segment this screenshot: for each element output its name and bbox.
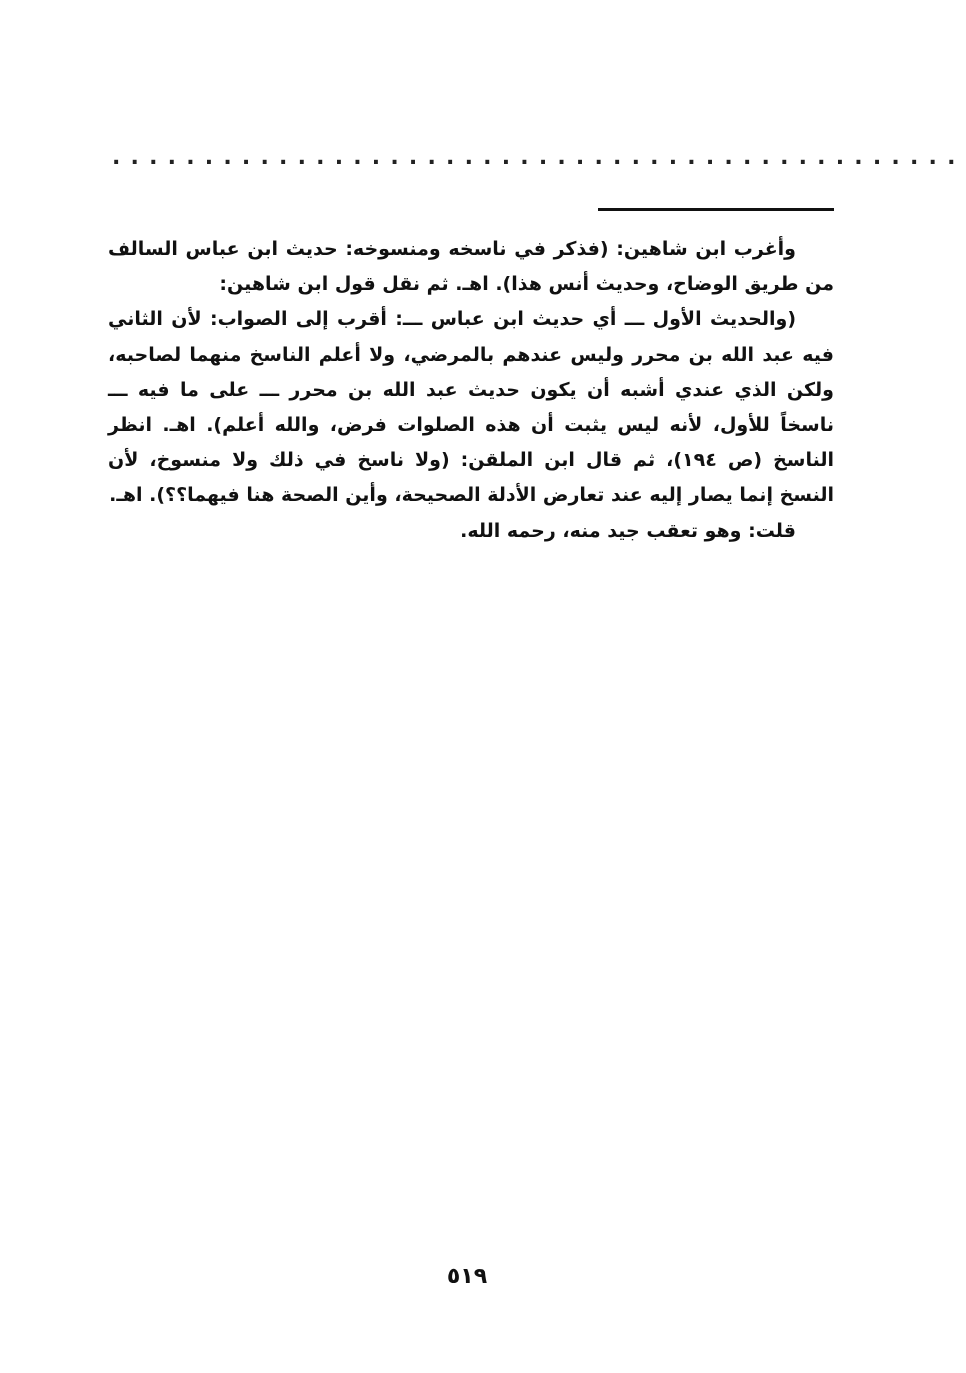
page-number: ٥١٩ — [446, 1264, 488, 1289]
paragraph-ibn-shahin-intro: وأغرب ابن شاهين: (فذكر في ناسخه ومنسوخه: حديث ابن عباس السالف من طريق الوضاح، وحديث أنس هذا). اهـ. ثم نقل قول ابن شاهين: — [108, 238, 834, 296]
paragraph-author-comment: قلت: وهو تعقب جيد منه، رحمه الله. — [460, 519, 796, 542]
dotted-separator: .............................................. — [112, 145, 966, 170]
footnote-text — [108, 232, 834, 549]
footnote-rule — [598, 208, 834, 211]
paragraph-ibn-shahin-quote: (والحديث الأول ـــ أي حديث ابن عباس ـــ: أقرب إلى الصواب: لأن الثاني فيه عبد الله بن محرر وليس عندهم بالمرضي، ولا أعلم الناسخ منهما لصاحبه، ولكن الذي عندي أشبه أن يكون حديث عبد الله بن محرر ـــ على ما فيه ـــ ناسخاً للأول، لأنه ليس يثبت أن هذه الصلوات فرض، والله أعلم). اهـ. انظر الناسخ (ص ١٩٤)، ثم قال ابن الملقن: (ولا ناسخ في ذلك ولا منسوخ، لأن النسخ إنما يصار إليه عند تعارض الأدلة الصحيحة، وأين الصحة هنا فيهما؟؟). اهـ. — [108, 308, 834, 507]
